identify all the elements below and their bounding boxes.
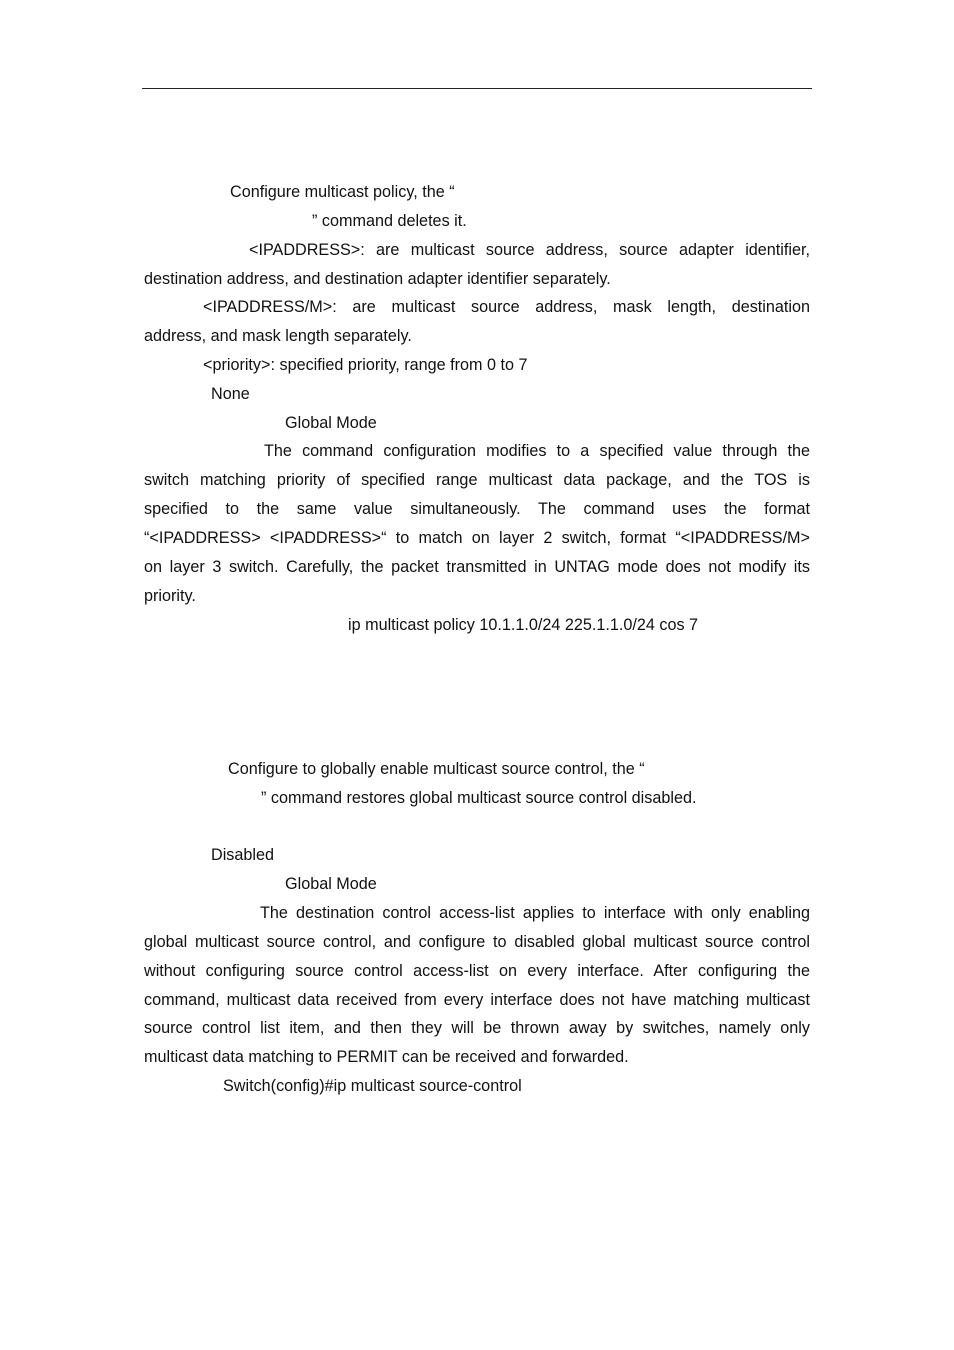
s1-param-1a: <IPADDRESS>: are multicast source address, source adapter identifier, (249, 241, 810, 259)
s1-param-1b: destination address, and destination adapter identifier separately. (144, 270, 611, 288)
s2-usage-line: source control list item, and then they will be thrown away by switches, namely only (144, 1019, 810, 1037)
s2-syntax-line-1: Configure to globally enable multicast source control, the “ (228, 760, 645, 778)
s2-default: Disabled (211, 846, 274, 864)
s1-syntax-line-1: Configure multicast policy, the “ (230, 183, 455, 201)
s2-syntax-line-2: ” command restores global multicast source control disabled. (261, 789, 697, 807)
s2-example: Switch(config)#ip multicast source-control (223, 1077, 522, 1095)
s1-usage-line: switch matching priority of specified range multicast data package, and the TOS is (144, 471, 810, 489)
s1-param-2b: address, and mask length separately. (144, 327, 412, 345)
s1-syntax-line-2: ” command deletes it. (312, 212, 467, 230)
s2-usage-line: The destination control access-list applies to interface with only enabling (260, 904, 810, 922)
s1-usage-line: on layer 3 switch. Carefully, the packet transmitted in UNTAG mode does not modify its (144, 558, 810, 576)
s1-example: ip multicast policy 10.1.1.0/24 225.1.1.0/24 cos 7 (348, 616, 699, 634)
s2-usage-line: without configuring source control access-list on every interface. After configuring the (144, 962, 810, 980)
s1-usage-line: The command configuration modifies to a specified value through the (264, 442, 810, 460)
s1-param-3: <priority>: specified priority, range from 0 to 7 (203, 356, 528, 374)
s1-usage-line: specified to the same value simultaneously. The command uses the format (144, 500, 810, 518)
s1-mode: Global Mode (285, 414, 377, 432)
s2-usage-line: global multicast source control, and configure to disabled global multicast source control (144, 933, 810, 951)
header-rule (142, 88, 812, 89)
s2-usage-line: command, multicast data received from every interface does not have matching multicast (144, 991, 810, 1009)
s1-usage-line: “<IPADDRESS> <IPADDRESS>“ to match on layer 2 switch, format “<IPADDRESS/M> (144, 529, 810, 547)
s1-param-2a: <IPADDRESS/M>: are multicast source address, mask length, destination (203, 298, 810, 316)
s2-mode: Global Mode (285, 875, 377, 893)
s1-default: None (211, 385, 250, 403)
s1-usage-line: priority. (144, 587, 196, 605)
s2-usage-line: multicast data matching to PERMIT can be received and forwarded. (144, 1048, 629, 1066)
